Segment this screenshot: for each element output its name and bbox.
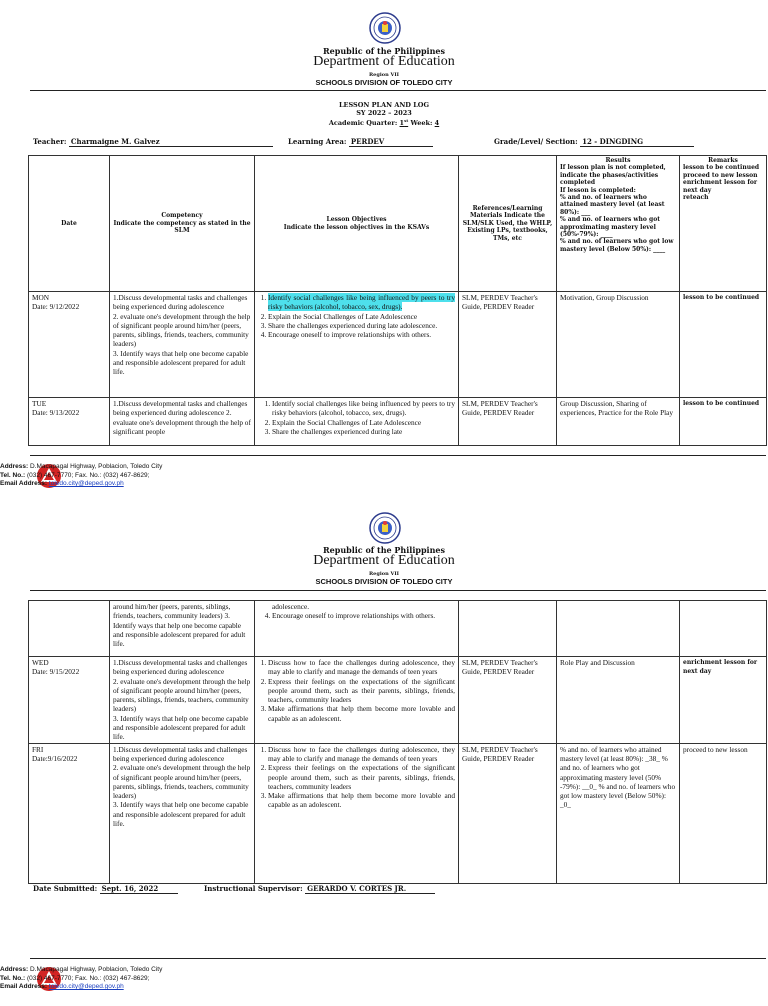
header-references: References/Learning Materials Indicate the SLM/SLK Used, the WHLP, Existing LPs, textbooks, TMs, etc — [459, 156, 557, 292]
email-link[interactable]: toledo.city@deped.gov.ph — [48, 480, 124, 487]
header-divider — [30, 590, 766, 591]
tue-date-cell: TUE Date: 9/13/2022 — [29, 398, 110, 446]
division-text: SCHOOLS DIVISION OF TOLEDO CITY — [315, 577, 453, 586]
page-2 — [0, 500, 768, 1006]
header-date: Date — [29, 156, 110, 292]
mon-remarks-cell: lesson to be continued — [680, 292, 767, 398]
header-divider — [30, 90, 766, 91]
tue-cont-references-cell — [459, 601, 557, 657]
tue-cont-competency-cell: around him/her (peers, parents, siblings, friends, teachers, community leaders) 3. Identify ways that help one become capable and responsible adolescent prepared for adult life. — [110, 601, 255, 657]
table-header-row — [29, 156, 767, 292]
lesson-log-table-continued — [28, 600, 767, 884]
tue-competency-cell: 1.Discuss developmental tasks and challenges being experienced during adolescence 2. evaluate one's development through the help of significant people — [110, 398, 255, 446]
republic-text: Republic of the Philippines — [322, 46, 445, 56]
republic-text: Republic of the Philippines — [322, 545, 445, 555]
highlighted-objective: Identify social challenges like being influenced by peers to try risky behaviors (alcohol, tobacco, sex, drugs). — [268, 293, 455, 312]
tue-cont-results-cell — [557, 601, 680, 657]
footer-divider — [30, 958, 766, 959]
fri-competency-cell: 1.Discuss developmental tasks and challenges being experienced during adolescence 2. evaluate one's development through the help of significant people around him/her (peers, parents, siblings, friends, teachers, community leaders) 3. Identify ways that help one become capable and responsible adolescent prepared for adult life. — [110, 743, 255, 883]
header-results: Results If lesson plan is not completed, indicate the phases/activities completed If lesson is completed: % and no. of learners who attained mastery level (at least 80%): ___ % and no. of learners who got approximating mastery level (50%-79%): ____ % and no. of learners who got low mastery level (Below 50%): ____ — [557, 156, 680, 292]
table-row-fri — [29, 743, 767, 883]
tue-results-cell: Group Discussion, Sharing of experiences, Practice for the Role Play — [557, 398, 680, 446]
supervisor-name: GERARDO V. CORTES JR. — [305, 884, 435, 894]
division-text: SCHOOLS DIVISION OF TOLEDO CITY — [315, 78, 453, 87]
footer-contact: Address: D.Macapagal Highway, Poblacion, Toledo City Tel. No.: (032) 467-7770; Fax. No.: (032) 467-8629; Email Address: toledo.city@deped.gov.ph — [0, 966, 163, 990]
school-year: SY 2022 – 2023 — [356, 109, 412, 117]
table-row-mon — [29, 292, 767, 398]
tue-remarks-cell: lesson to be continued — [680, 398, 767, 446]
wed-remarks-cell: enrichment lesson for next day — [680, 657, 767, 744]
mon-date-cell: MON Date: 9/12/2022 — [29, 292, 110, 398]
wed-competency-cell: 1.Discuss developmental tasks and challenges being experienced during adolescence 2. evaluate one's development through the help of significant people around him/her (peers, parents, siblings, friends, teachers, community leaders) 3. Identify ways that help one become capable and responsible adolescent prepared for adult life. — [110, 657, 255, 744]
quarter-week: Academic Quarter: 1st Week: 4 — [328, 118, 440, 128]
table-row-tue-cont — [29, 601, 767, 657]
table-row-wed — [29, 657, 767, 744]
email-link[interactable]: toledo.city@deped.gov.ph — [48, 983, 124, 990]
fri-results-cell: % and no. of learners who attained mastery level (at least 80%): _38_ % and no. of learners who got approximating mastery level (50% -79%): __0_ % and no. of learners who got low mastery level (Below 50%): _0_ — [557, 743, 680, 883]
plan-title: LESSON PLAN AND LOG — [338, 101, 429, 109]
page-1 — [0, 0, 768, 500]
learning-area-field: Learning Area: PERDEV — [288, 137, 433, 147]
wed-references-cell: SLM, PERDEV Teacher's Guide, PERDEV Reader — [459, 657, 557, 744]
region-text: Region VII — [369, 72, 399, 78]
wed-objectives-cell: 1. Discuss how to face the challenges during adolescence, they may able to clarify and manage the demands of teen years 2. Express their feelings on the expectations of the significant people around them, such as their parents, siblings, friends, teachers, community leaders 3. Make affirmations that help them become more lovable and capable as an adolescent. — [255, 657, 459, 744]
footer-contact: Address: D.Macapagal Highway, Poblacion, Toledo City Tel. No.: (032) 467-7770; Fax. No.: (032) 467-8629; Email Address: toledo.city@deped.gov.ph — [0, 463, 163, 487]
wed-results-cell: Role Play and Discussion — [557, 657, 680, 744]
fri-date-cell: FRI Date:9/16/2022 — [29, 743, 110, 883]
date-submitted-field: Date Submitted: Sept. 16, 2022 — [33, 884, 178, 894]
fri-references-cell: SLM, PERDEV Teacher's Guide, PERDEV Reader — [459, 743, 557, 883]
table-row-tue — [29, 398, 767, 446]
fri-remarks-cell: proceed to new lesson — [680, 743, 767, 883]
mon-objectives-cell: 1. Identify social challenges like being influenced by peers to try risky behaviors (alcohol, tobacco, sex, drugs). 2. Explain the Social Challenges of Late Adolescence 3. Share the challenges experienced during late adolescence. 4. Encourage oneself to improve relationships with others. — [255, 292, 459, 398]
deped-seal-icon — [369, 512, 401, 544]
date-submitted-value: Sept. 16, 2022 — [100, 884, 178, 894]
learning-area-value: PERDEV — [349, 137, 433, 147]
tue-references-cell: SLM, PERDEV Teacher's Guide, PERDEV Reader — [459, 398, 557, 446]
mon-references-cell: SLM, PERDEV Teacher's Guide, PERDEV Reader — [459, 292, 557, 398]
lesson-log-table — [28, 155, 767, 446]
grade-section-value: 12 - DINGDING — [580, 137, 694, 147]
header-remarks: Remarks lesson to be continued proceed to new lesson enrichment lesson for next day reteach — [680, 156, 767, 292]
tue-objectives-cell: 1. Identify social challenges like being influenced by peers to try risky behaviors (alcohol, tobacco, sex, drugs). 2. Explain the Social Challenges of Late Adolescence 3. Share the challenges experienced during late — [255, 398, 459, 446]
department-text: Department of Education — [313, 553, 455, 568]
tue-cont-objectives-cell: adolescence. 4. Encourage oneself to improve relationships with others. — [255, 601, 459, 657]
header-objectives: Lesson Objectives Indicate the lesson objectives in the KSAVs — [255, 156, 459, 292]
region-text: Region VII — [369, 571, 399, 577]
footer-divider — [30, 455, 766, 456]
grade-section-field: Grade/Level/ Section: 12 - DINGDING — [494, 137, 694, 147]
tue-cont-date-cell — [29, 601, 110, 657]
teacher-name: Charmaigne M. Galvez — [69, 137, 273, 147]
header-competency: Competency Indicate the competency as stated in the SLM — [110, 156, 255, 292]
deped-seal-icon — [369, 12, 401, 44]
department-text: Department of Education — [313, 54, 455, 69]
wed-date-cell: WED Date: 9/15/2022 — [29, 657, 110, 744]
mon-competency-cell: 1.Discuss developmental tasks and challenges being experienced during adolescence 2. evaluate one's development through the help of significant people around him/her (peers, parents, siblings, friends, teachers, community leaders) 3. Identify ways that help one become capable and responsible adolescent prepared for adult life. — [110, 292, 255, 398]
fri-objectives-cell: 1. Discuss how to face the challenges during adolescence, they may able to clarify and manage the demands of teen years 2. Express their feelings on the expectations of the significant people around them, such as their parents, siblings, friends, teachers, community leaders 3. Make affirmations that help them become more lovable and capable as an adolescent. — [255, 743, 459, 883]
supervisor-field: Instructional Supervisor: GERARDO V. CORTES JR. — [204, 884, 435, 894]
mon-results-cell: Motivation, Group Discussion — [557, 292, 680, 398]
tue-cont-remarks-cell — [680, 601, 767, 657]
teacher-field: Teacher: Charmaigne M. Galvez — [33, 137, 273, 147]
